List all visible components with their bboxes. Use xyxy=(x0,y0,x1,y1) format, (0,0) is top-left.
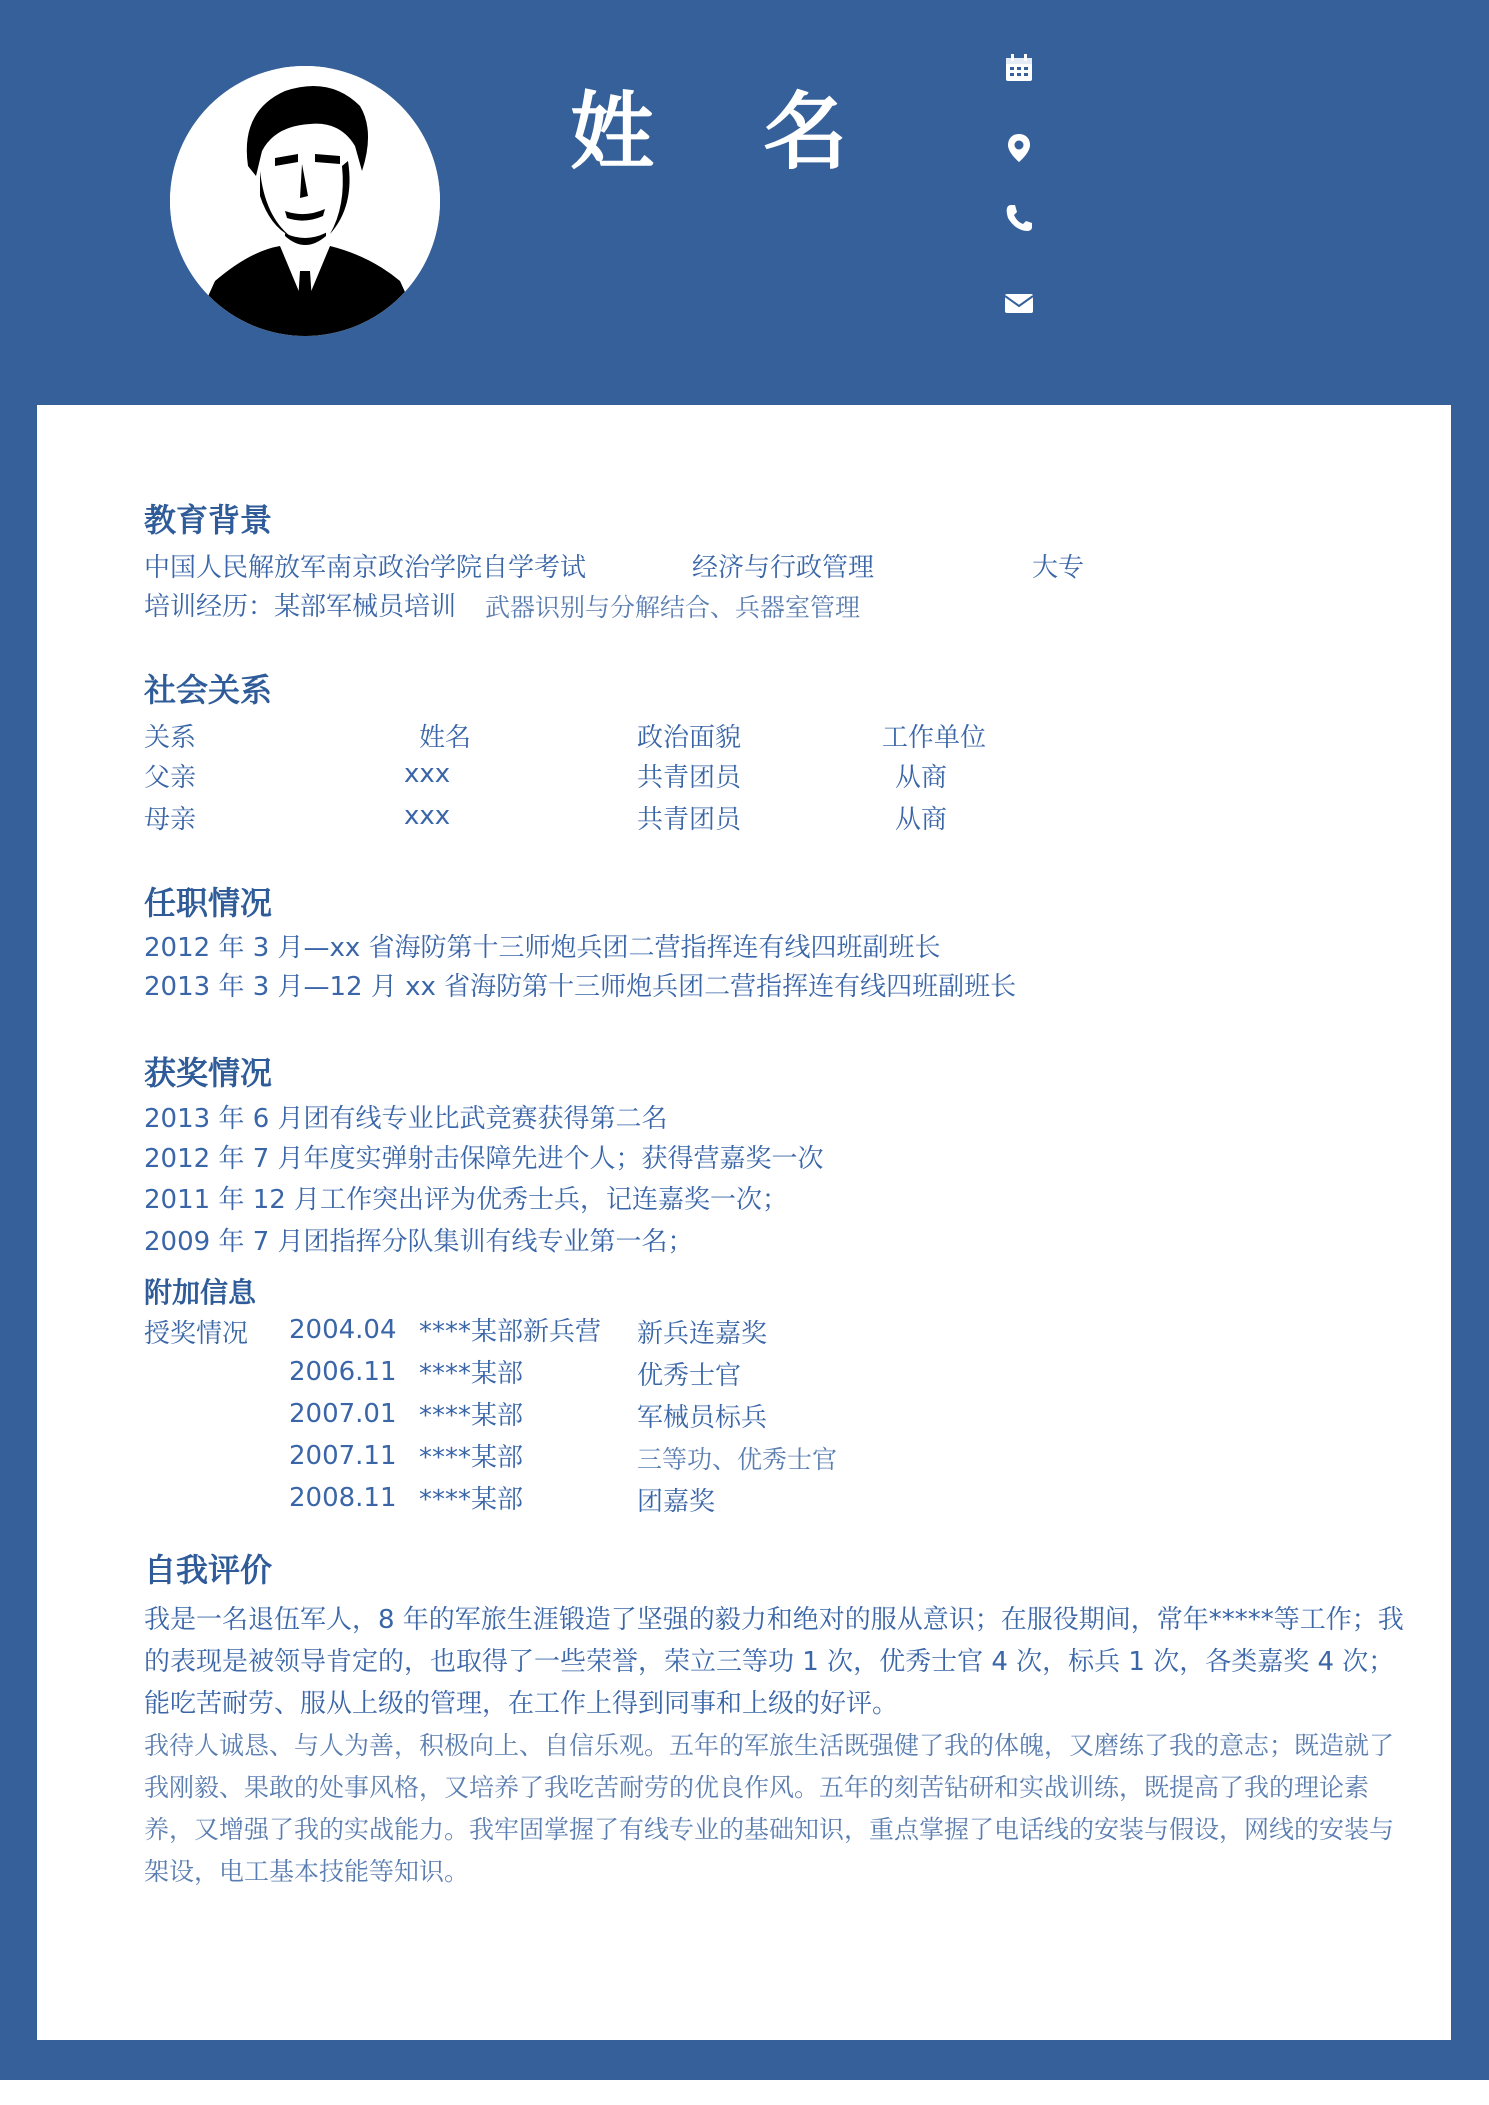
candidate-name: 姓 名 xyxy=(570,83,888,181)
extra-award: 三等功、优秀士官 xyxy=(637,1445,838,1474)
phone-icon xyxy=(1003,202,1035,234)
social-header-relation: 关系 xyxy=(144,723,197,753)
extra-award: 优秀士官 xyxy=(637,1361,742,1391)
positions-title: 任职情况 xyxy=(144,884,273,922)
extra-date: 2007.11 xyxy=(289,1441,397,1471)
location-pin-icon xyxy=(1003,132,1035,164)
awards-title: 获奖情况 xyxy=(144,1054,273,1092)
extra-date: 2004.04 xyxy=(289,1315,397,1345)
social-title: 社会关系 xyxy=(144,671,273,709)
education-title: 教育背景 xyxy=(144,501,273,539)
award-item: 2011 年 12 月工作突出评为优秀士兵，记连嘉奖一次； xyxy=(144,1185,789,1215)
position-item: 2013 年 3 月—12 月 xx 省海防第十三师炮兵团二营指挥连有线四班副班长 xyxy=(144,972,1017,1002)
social-row-name: xxx xyxy=(404,801,451,831)
avatar xyxy=(170,66,440,336)
extra-award: 军械员标兵 xyxy=(637,1403,768,1433)
portrait-image xyxy=(170,66,440,336)
self-eval-paragraph-1: 我是一名退伍军人，8 年的军旅生涯锻造了坚强的毅力和绝对的服从意识；在服役期间，常年*****等工作；我的表现是被领导肯定的，也取得了一些荣誉，荣立三等功 1 次，优秀士官 4 次，标兵 1 次，各类嘉奖 4 次；能吃苦耐劳、服从上级的管理，在工作上得到同事和上级的好评。 xyxy=(144,1605,1404,1719)
social-row-work: 从商 xyxy=(895,805,948,835)
education-school: 中国人民解放军南京政治学院自学考试 xyxy=(144,553,587,583)
self-eval-title: 自我评价 xyxy=(144,1551,273,1589)
award-item: 2009 年 7 月团指挥分队集训有线专业第一名； xyxy=(144,1227,694,1257)
social-row-politics: 共青团员 xyxy=(637,805,742,835)
content-panel xyxy=(37,405,1451,2040)
position-item: 2012 年 3 月—xx 省海防第十三师炮兵团二营指挥连有线四班副班长 xyxy=(144,933,941,963)
extra-label: 授奖情况 xyxy=(144,1319,249,1349)
extra-unit: ****某部 xyxy=(419,1485,524,1515)
extra-date: 2007.01 xyxy=(289,1399,397,1429)
training-label: 培训经历：某部军械员培训 xyxy=(144,592,457,622)
extra-date: 2006.11 xyxy=(289,1357,397,1387)
social-row-relation: 父亲 xyxy=(144,763,197,793)
extra-unit: ****某部 xyxy=(419,1401,524,1431)
extra-award: 团嘉奖 xyxy=(637,1487,716,1517)
social-row-work: 从商 xyxy=(895,763,948,793)
social-row-politics: 共青团员 xyxy=(637,763,742,793)
social-header-name: 姓名 xyxy=(419,723,472,753)
education-degree: 大专 xyxy=(1032,553,1085,583)
training-detail: 武器识别与分解结合、兵器室管理 xyxy=(485,593,861,622)
education-major: 经济与行政管理 xyxy=(692,553,875,583)
social-row-name: xxx xyxy=(404,759,451,789)
extra-award: 新兵连嘉奖 xyxy=(637,1319,768,1349)
extra-unit: ****某部新兵营 xyxy=(419,1317,602,1347)
award-item: 2012 年 7 月年度实弹射击保障先进个人；获得营嘉奖一次 xyxy=(144,1144,824,1174)
self-eval-paragraph-2: 我待人诚恳、与人为善，积极向上、自信乐观。五年的军旅生活既强健了我的体魄，又磨练了我的意志；既造就了我刚毅、果敢的处事风格，又培养了我吃苦耐劳的优良作风。五年的刻苦钻研和实战训练，既提高了我的理论素养，又增强了我的实战能力。我牢固掌握了有线专业的基础知识，重点掌握了电话线的安装与假设，网线的安装与架设，电工基本技能等知识。 xyxy=(144,1731,1395,1886)
extra-date: 2008.11 xyxy=(289,1483,397,1513)
header xyxy=(0,0,1489,405)
social-header-politics: 政治面貌 xyxy=(637,723,742,753)
extra-unit: ****某部 xyxy=(419,1359,524,1389)
calendar-icon xyxy=(1003,52,1035,84)
social-header-work: 工作单位 xyxy=(882,723,987,753)
extra-title: 附加信息 xyxy=(144,1276,257,1309)
extra-unit: ****某部 xyxy=(419,1443,524,1473)
award-item: 2013 年 6 月团有线专业比武竞赛获得第二名 xyxy=(144,1104,668,1134)
email-icon xyxy=(1003,287,1035,319)
social-row-relation: 母亲 xyxy=(144,805,197,835)
